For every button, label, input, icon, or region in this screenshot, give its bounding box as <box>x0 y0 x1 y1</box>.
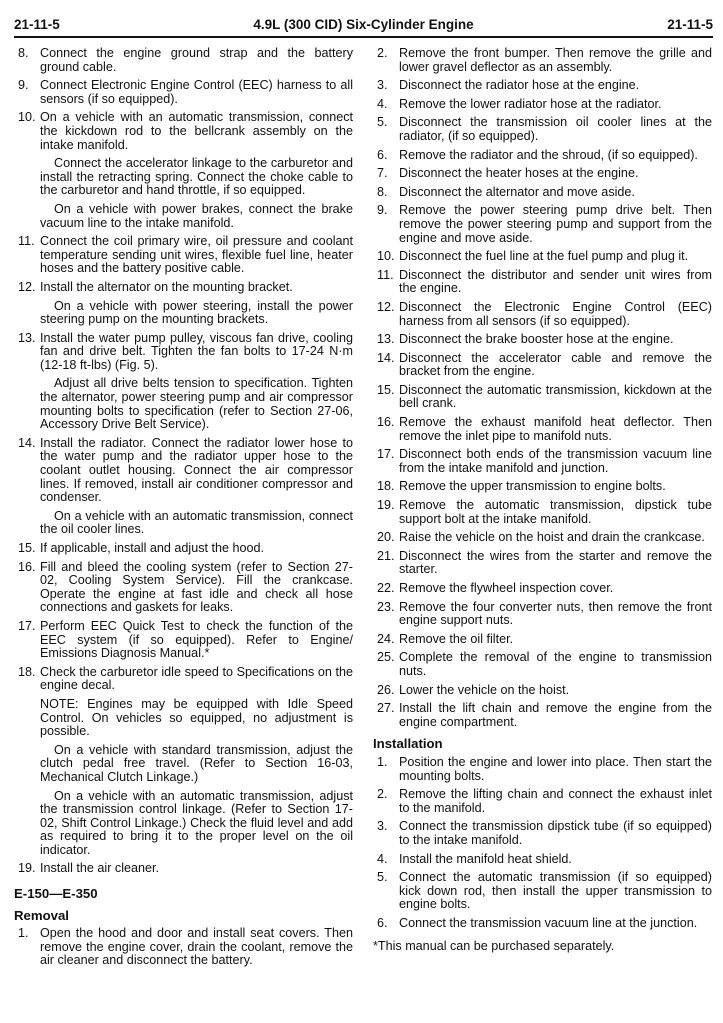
step-text: Connect the coil primary wire, oil pressure and coolant temperature sending unit wires, flexible fuel line, heater hoses and the battery positive cable. <box>40 234 353 276</box>
step-item <box>373 301 712 328</box>
step-item <box>373 416 712 443</box>
step-number: 16. <box>377 415 395 430</box>
step-number: 10. <box>377 249 395 264</box>
two-column-body <box>14 47 713 973</box>
step-body <box>399 531 712 545</box>
step-text: Disconnect the fuel line at the fuel pump and plug it. <box>399 249 689 264</box>
step-body <box>399 756 712 783</box>
step-number: 9. <box>377 203 388 218</box>
step-body <box>399 633 712 647</box>
step-number: 6. <box>377 147 388 162</box>
step-number: 4. <box>377 96 388 111</box>
step-item <box>373 853 712 867</box>
step-number: 14. <box>18 435 36 450</box>
step-body <box>399 416 712 443</box>
removal-steps-right <box>373 47 712 729</box>
step-body <box>40 79 353 106</box>
step-number: 23. <box>377 599 395 614</box>
step-item <box>14 862 353 876</box>
step-number: 22. <box>377 581 395 595</box>
step-note: NOTE: Engines may be equipped with Idle Speed Control. On vehicles so equipped, no adjustment is possible. <box>40 696 353 739</box>
step-text: Remove the lower radiator hose at the radiator. <box>399 96 662 111</box>
step-item <box>373 820 712 847</box>
step-text: Remove the exhaust manifold heat deflector. Then remove the inlet pipe to manifold nuts. <box>399 415 712 443</box>
step-item <box>373 204 712 245</box>
step-text: Install the manifold heat shield. <box>399 851 572 866</box>
step-number: 19. <box>18 861 36 876</box>
step-body <box>399 116 712 143</box>
step-number: 21. <box>377 548 395 563</box>
step-body <box>399 448 712 475</box>
step-item <box>373 333 712 347</box>
step-number: 17. <box>18 618 36 633</box>
header-title: 4.9L (300 CID) Six-Cylinder Engine <box>253 17 474 32</box>
step-text: Remove the four converter nuts, then remove the front engine support nuts. <box>399 599 712 628</box>
step-text: Remove the oil filter. <box>399 631 514 646</box>
step-number: 18. <box>18 664 36 679</box>
step-item <box>373 116 712 143</box>
step-body <box>399 149 712 163</box>
step-text: Position the engine and lower into place. Then start the mounting bolts. <box>399 754 712 783</box>
step-paragraph: Connect the accelerator linkage to the carburetor and install the retracting spring. Connect the choke cable to the carburetor and hand throttle, if so equipped. <box>40 156 353 198</box>
step-paragraph: On a vehicle with standard transmission, adjust the clutch pedal free travel. (Refer to Section 16-03, Mechanical Clutch Linkage.) <box>40 742 353 784</box>
step-number: 17. <box>377 447 395 462</box>
step-text: Remove the automatic transmission, dipstick tube support bolt at the intake manifold. <box>399 498 712 526</box>
step-item <box>373 531 712 545</box>
step-text: Check the carburetor idle speed to Specifications on the engine decal. <box>40 664 353 693</box>
step-body <box>399 917 712 931</box>
step-text: Disconnect the automatic transmission, kickdown at the bell crank. <box>399 382 712 411</box>
step-text: Disconnect the Electronic Engine Control (EEC) harness from all sensors (if so equipped). <box>399 299 712 328</box>
step-text: Remove the radiator and the shroud, (if so equipped). <box>399 147 698 162</box>
step-item <box>373 499 712 526</box>
step-item <box>373 384 712 411</box>
step-text: Perform EEC Quick Test to check the function of the EEC system (if so equipped). Refer to Engine/ Emissions Diagnosis Manual.* <box>40 618 353 661</box>
step-item <box>14 235 353 276</box>
step-number: 10. <box>18 110 36 125</box>
step-text: On a vehicle with an automatic transmission, connect the kickdown rod to the bellcrank assembly on the intake manifold. <box>40 110 353 152</box>
step-item <box>373 352 712 379</box>
step-item <box>14 666 353 858</box>
step-number: 19. <box>377 498 395 513</box>
step-item <box>373 788 712 815</box>
step-body <box>399 79 712 93</box>
step-body <box>399 582 712 596</box>
step-text: Disconnect both ends of the transmission vacuum line from the intake manifold and junction. <box>399 447 712 475</box>
installation-steps <box>373 756 712 931</box>
step-body <box>40 235 353 276</box>
step-number: 26. <box>377 682 395 697</box>
step-text: Install the air cleaner. <box>40 861 160 876</box>
step-body <box>399 333 712 347</box>
step-item <box>373 871 712 912</box>
step-body <box>399 871 712 912</box>
step-text: Disconnect the transmission oil cooler lines at the radiator, (if so equipped). <box>399 115 712 143</box>
page-header <box>14 0 713 38</box>
step-number: 1. <box>18 926 29 941</box>
step-number: 8. <box>18 46 29 60</box>
step-body <box>399 550 712 577</box>
step-item <box>373 186 712 200</box>
step-item <box>14 561 353 615</box>
step-number: 18. <box>377 479 395 494</box>
step-body <box>40 281 353 327</box>
step-number: 3. <box>377 78 388 93</box>
step-text: Remove the upper transmission to engine bolts. <box>399 479 666 494</box>
step-item <box>373 756 712 783</box>
step-item <box>373 601 712 628</box>
step-number: 11. <box>18 234 35 249</box>
step-item <box>373 167 712 181</box>
step-item <box>373 917 712 931</box>
step-text: Remove the lifting chain and connect the exhaust inlet to the manifold. <box>399 787 712 815</box>
step-text: Connect Electronic Engine Control (EEC) harness to all sensors (if so equipped). <box>40 78 353 106</box>
step-number: 15. <box>377 382 395 397</box>
step-text: Install the water pump pulley, viscous fan drive, cooling fan and drive belt. Tighten the fan bolts to 17-24 N·m (12-18 ft-lbs) (Fig. 5). <box>40 330 353 372</box>
step-body <box>399 499 712 526</box>
step-item <box>373 98 712 112</box>
step-number: 24. <box>377 631 395 646</box>
step-item <box>373 79 712 93</box>
step-text: Connect the automatic transmission (if so equipped) kick down rod, then install the upper transmission to engine bolts. <box>399 870 712 912</box>
step-body <box>399 651 712 678</box>
step-item <box>14 332 353 432</box>
step-text: Remove the front bumper. Then remove the grille and lower gravel deflector as an assembly. <box>399 46 712 74</box>
step-number: 16. <box>18 559 36 574</box>
step-text: Open the hood and door and install seat covers. Then remove the engine cover, drain the coolant, remove the air cleaner and disconnect the battery. <box>40 926 353 968</box>
step-number: 27. <box>377 701 395 716</box>
step-body <box>40 666 353 858</box>
step-text: Install the alternator on the mounting bracket. <box>40 279 293 294</box>
step-body <box>399 702 712 729</box>
step-body <box>40 561 353 615</box>
step-number: 14. <box>377 350 395 365</box>
step-number: 2. <box>377 46 388 60</box>
step-text: If applicable, install and adjust the hood. <box>40 541 265 555</box>
section-title: E-150—E-350 <box>14 886 98 902</box>
step-item <box>14 281 353 327</box>
step-body <box>399 301 712 328</box>
step-text: Remove the flywheel inspection cover. <box>399 581 614 595</box>
header-page-number-left: 21-11-5 <box>14 17 60 32</box>
removal-steps-left <box>14 927 353 968</box>
step-number: 11. <box>377 267 394 282</box>
step-paragraph: Adjust all drive belts tension to specification. Tighten the alternator, power steering pump and air compressor mounting bolts to specification (refer to Section 27-06, Accessory Drive Belt Service). <box>40 376 353 432</box>
step-body <box>399 269 712 296</box>
step-text: Remove the power steering pump drive belt. Then remove the power steering pump and support from the engine and move aside. <box>399 203 712 245</box>
step-body <box>399 186 712 200</box>
step-text: Complete the removal of the engine to transmission nuts. <box>399 650 712 678</box>
step-number: 3. <box>377 819 388 834</box>
step-item <box>373 633 712 647</box>
step-paragraph: On a vehicle with power steering, install the power steering pump on the mounting brackets. <box>40 298 353 327</box>
step-item <box>373 480 712 494</box>
step-body <box>399 384 712 411</box>
step-item <box>373 47 712 74</box>
step-item <box>373 269 712 296</box>
installation-steps-continued <box>14 47 353 876</box>
step-item <box>14 47 353 74</box>
step-body <box>399 98 712 112</box>
step-body <box>399 47 712 74</box>
step-item <box>373 448 712 475</box>
step-item <box>373 550 712 577</box>
step-body <box>40 620 353 661</box>
step-text: Disconnect the heater hoses at the engine. <box>399 166 639 181</box>
step-text: Disconnect the wires from the starter and remove the starter. <box>399 548 712 577</box>
step-body <box>40 862 353 876</box>
step-item <box>373 702 712 729</box>
step-text: Install the lift chain and remove the engine from the engine compartment. <box>399 701 712 729</box>
step-item <box>14 79 353 106</box>
step-number: 12. <box>377 299 395 314</box>
left-column <box>14 47 353 973</box>
step-item <box>373 651 712 678</box>
step-body <box>399 480 712 494</box>
installation-heading: Installation <box>373 736 443 752</box>
step-number: 8. <box>377 184 388 199</box>
step-body <box>399 601 712 628</box>
step-item <box>373 582 712 596</box>
step-body <box>40 332 353 432</box>
step-number: 1. <box>377 754 388 769</box>
step-text: Disconnect the brake booster hose at the engine. <box>399 332 674 347</box>
step-number: 13. <box>18 330 36 345</box>
step-body <box>399 820 712 847</box>
step-body <box>40 927 353 968</box>
step-number: 15. <box>18 541 36 555</box>
step-text: Connect the transmission vacuum line at the junction. <box>399 915 698 930</box>
removal-heading: Removal <box>14 907 69 923</box>
step-number: 12. <box>18 279 36 294</box>
step-body <box>399 204 712 245</box>
step-body <box>399 684 712 698</box>
step-number: 5. <box>377 870 388 885</box>
step-text: Raise the vehicle on the hoist and drain the crankcase. <box>399 530 705 545</box>
step-number: 25. <box>377 650 395 665</box>
step-body <box>399 853 712 867</box>
step-number: 13. <box>377 332 395 347</box>
step-body <box>40 437 353 537</box>
header-page-number-right: 21-11-5 <box>667 17 713 32</box>
step-paragraph: On a vehicle with an automatic transmission, connect the oil cooler lines. <box>40 508 353 537</box>
step-text: Fill and bleed the cooling system (refer to Section 27-02, Cooling System Service). Fill the crankcase. Operate the engine at fast idle and check all hose connections and gaskets for leaks. <box>40 559 353 615</box>
step-body <box>399 167 712 181</box>
step-text: Disconnect the alternator and move aside. <box>399 184 635 199</box>
step-number: 2. <box>377 787 388 802</box>
step-paragraph: On a vehicle with power brakes, connect the brake vacuum line to the intake manifold. <box>40 201 353 230</box>
step-text: Disconnect the accelerator cable and remove the bracket from the engine. <box>399 350 712 379</box>
step-item <box>373 149 712 163</box>
step-number: 20. <box>377 530 395 545</box>
step-item <box>373 684 712 698</box>
step-body <box>40 542 353 556</box>
step-body <box>40 47 353 74</box>
footnote: *This manual can be purchased separately. <box>373 939 615 954</box>
step-text: Connect the engine ground strap and the battery ground cable. <box>40 46 353 74</box>
step-number: 5. <box>377 115 388 130</box>
step-body <box>399 352 712 379</box>
step-text: Connect the transmission dipstick tube (if so equipped) to the intake manifold. <box>399 819 712 847</box>
step-body <box>399 788 712 815</box>
step-number: 7. <box>377 166 388 181</box>
step-text: Disconnect the radiator hose at the engine. <box>399 78 640 93</box>
step-number: 9. <box>18 78 29 93</box>
step-text: Install the radiator. Connect the radiator lower hose to the water pump and the radiator upper hose to the coolant outlet housing. Connect the air compressor lines. If removed, install air conditioner compressor and condenser. <box>40 435 353 505</box>
step-item <box>14 620 353 661</box>
step-text: Disconnect the distributor and sender unit wires from the engine. <box>399 267 712 296</box>
step-number: 6. <box>377 915 388 930</box>
right-column <box>373 47 712 973</box>
step-item <box>373 250 712 264</box>
step-item <box>14 111 353 230</box>
step-item <box>14 437 353 537</box>
step-body <box>40 111 353 230</box>
step-item <box>14 542 353 556</box>
step-paragraph: On a vehicle with an automatic transmission, adjust the transmission control linkage. (Refer to Section 17-02, Shift Control Linkage.) Check the fluid level and add as required to bring it to the proper level on the oil indicator. <box>40 788 353 857</box>
step-item <box>14 927 353 968</box>
step-number: 4. <box>377 851 388 866</box>
step-body <box>399 250 712 264</box>
step-text: Lower the vehicle on the hoist. <box>399 682 570 697</box>
